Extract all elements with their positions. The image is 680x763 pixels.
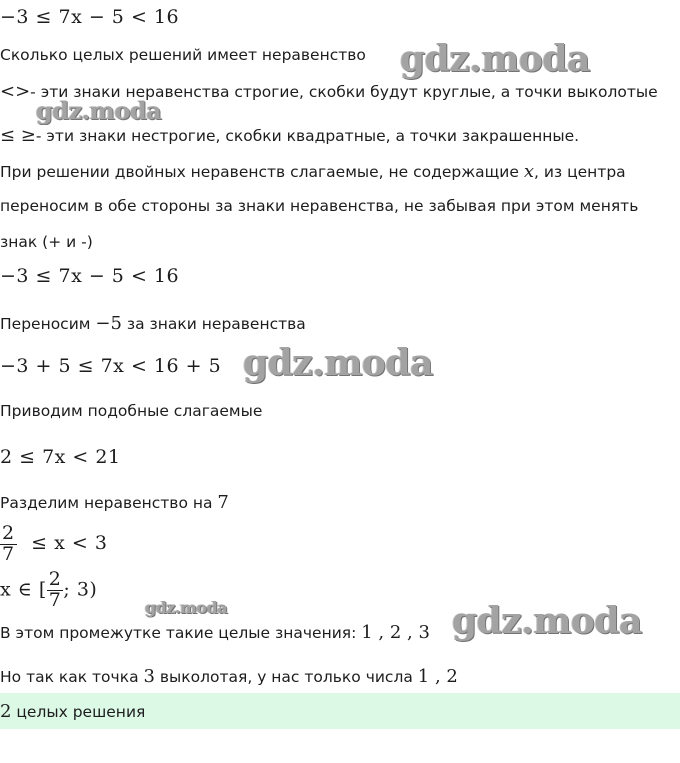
rule-part2: , из центра: [533, 163, 626, 181]
excluded-values: 1 , 2: [417, 666, 458, 687]
watermark-5: gdz.moda: [452, 600, 642, 642]
fraction-two-sevenths: [0, 524, 17, 565]
interval-fraction: [47, 570, 64, 611]
divide-value: 7: [217, 492, 229, 513]
answer-text: целых решения: [11, 703, 146, 721]
integers-values: 1 , 2 , 3: [361, 622, 430, 643]
strict-signs: <>: [0, 81, 31, 102]
move-value: −5: [95, 313, 122, 334]
integers-text: В этом промежутке такие целые значения:: [0, 624, 362, 642]
answer-box: [0, 693, 680, 729]
nonstrict-signs-text: - эти знаки нестрогие, скобки квадратные, а точки закрашенные.: [35, 127, 580, 145]
fraction-denominator: 7: [2, 542, 15, 565]
similar-terms-text: Приводим подобные слагаемые: [0, 402, 263, 420]
inequality-final: [0, 524, 107, 565]
nonstrict-signs: ≤ ≥: [0, 125, 36, 146]
inequality-final-rest: ≤ x < 3: [31, 532, 108, 555]
question-text: Сколько целых решений имеет неравенство: [0, 46, 366, 64]
excluded-line: [0, 666, 458, 687]
inequality-moved: −3 + 5 ≤ 7x < 16 + 5: [0, 355, 222, 377]
rule-variable: x: [523, 161, 534, 182]
move-text: Переносим: [0, 315, 96, 333]
watermark-2: gdz.moda: [36, 96, 162, 125]
nonstrict-signs-line: [0, 125, 579, 146]
inequality-top: −3 ≤ 7x − 5 < 16: [0, 6, 180, 28]
rule-line-1: [0, 161, 626, 182]
fraction-numerator: 2: [2, 522, 15, 544]
interval-fraction-denominator: 7: [48, 588, 62, 611]
interval-line: [0, 570, 97, 611]
rule-part1: При решении двойных неравенств слагаемые, не содержащие: [0, 163, 524, 181]
inequality-simplified: 2 ≤ 7x < 21: [0, 446, 121, 468]
excluded-value: 3: [143, 666, 155, 687]
interval-suffix: ; 3): [63, 578, 98, 601]
rule-line-3: знак (+ и -): [0, 233, 93, 251]
excluded-text-1: Но так как точка: [0, 668, 144, 686]
inequality-repeat: −3 ≤ 7x − 5 < 16: [0, 265, 180, 287]
watermark-3: gdz.moda: [243, 342, 433, 384]
move-line: [0, 313, 306, 334]
watermark-1: gdz.moda: [400, 38, 590, 80]
integers-line: [0, 622, 430, 643]
answer-number: 2: [0, 701, 12, 722]
rule-line-2: переносим в обе стороны за знаки неравенства, не забывая при этом менять: [0, 197, 639, 215]
excluded-text-2: выколотая, у нас только числа: [154, 668, 418, 686]
watermark-4: gdz.moda: [145, 598, 228, 617]
strict-signs-text: - эти знаки неравенства строгие, скобки будут круглые, а точки выколотые: [30, 83, 658, 101]
interval-prefix: x ∈ [: [0, 578, 47, 601]
move-text-2: за знаки неравенства: [121, 315, 306, 333]
divide-text: Разделим неравенство на: [0, 494, 218, 512]
interval-fraction-numerator: 2: [48, 568, 62, 590]
divide-line: [0, 492, 229, 513]
answer-line: [0, 701, 145, 722]
